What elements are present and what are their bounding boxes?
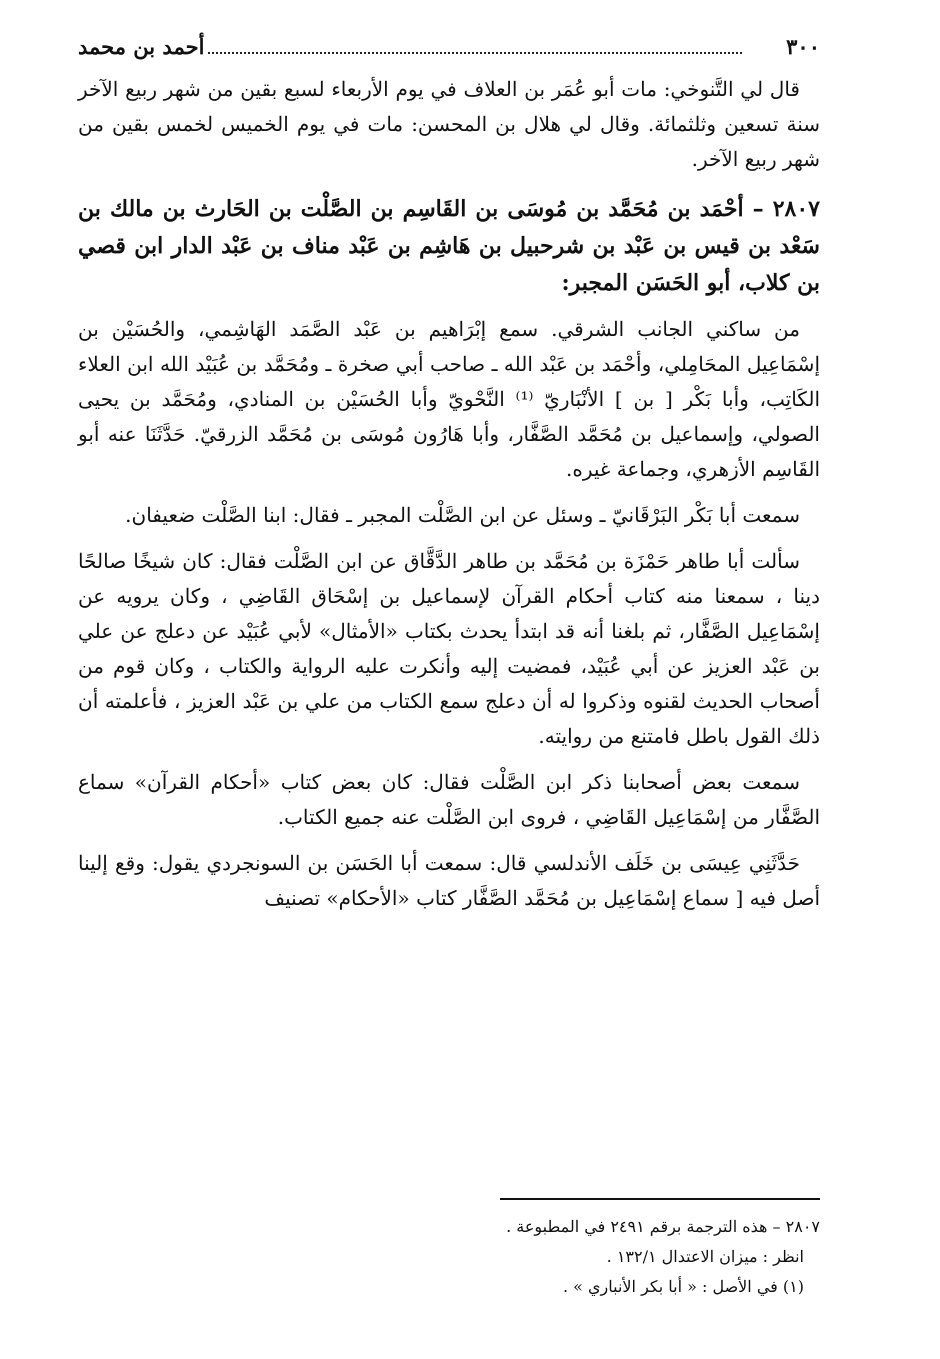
footnote-1: (١) في الأصل : « أبا بكر الأنباري » .: [562, 1277, 804, 1296]
running-title: أحمد بن محمد: [78, 34, 205, 59]
dotted-leader: [208, 52, 742, 54]
entry-heading-2807: ٢٨٠٧ – أحْمَد بن مُحَمَّد بن مُوسَى بن القَاسِم بن الصَّلْت بن الحَارث بن مالك بن سَعْد بن قيس بن عَبْد بن شرحبيل بن هَاشِم بن عَبْد مناف بن عَبْد الدار ابن قصي بن كلاب، أبو الحَسَن المجبر:: [78, 196, 820, 296]
paragraph-barqani: سمعت أبا بَكْر البَرْقَانيّ ـ وسئل عن ابن الصَّلْت المجبر ـ فقال: ابنا الصَّلْت ضعيفان.: [125, 503, 800, 527]
paragraph-isa: حَدَّثَنِي عِيسَى بن خَلَف الأندلسي قال: سمعت أبا الحَسَن بن السونجردي يقول: وقع إلينا أصل فيه [ سماع إسْمَاعِيل بن مُحَمَّد الصَّفَّار كتاب «الأحكام» تصنيف: [78, 851, 820, 910]
paragraph-teachers: من ساكني الجانب الشرقي. سمع إبْرَاهيم بن عَبْد الصَّمَد الهَاشِمي، والحُسَيْن بن إسْمَاعِيل المحَامِلي، وأحْمَد بن عَبْد الله ـ صاحب أبي صخرة ـ ومُحَمَّد بن عُبَيْد الله ابن العلاء الكَاتِب، وأبا بَكْر [ بن ] الأنْبَاريّ ⁽¹⁾ النَّحْويّ وأبا الحُسَيْن بن المنادي، ومُحَمَّد بن يحيى الصولي، وإسماعيل بن مُحَمَّد الصَّفَّار، وأبا هَارُون مُوسَى بن مُحَمَّد الزرقيّ. حَدَّثَنَا عنه أبو القَاسِم الأزهري، وجماعة غيره.: [78, 317, 820, 481]
footnote-reference: انظر : ميزان الاعتدال ١٣٢/١ .: [606, 1247, 804, 1266]
page-number: ٣٠٠: [786, 34, 820, 59]
footnote-translation-number: ٢٨٠٧ – هذه الترجمة برقم ٢٤٩١ في المطبوعة .: [506, 1217, 820, 1236]
paragraph-death-note: قال لي التَّنوخي: مات أبو عُمَر بن العلاف في يوم الأربعاء لسبع بقين من شهر ربيع الآخر سنة تسعين وثلثمائة. وقال لي هلال بن المحسن: مات في يوم الخميس لخمس بقين من شهر ربيع الآخر.: [78, 77, 820, 171]
running-header: [78, 30, 820, 64]
footnote-divider: [500, 1198, 820, 1200]
paragraph-companions: سمعت بعض أصحابنا ذكر ابن الصَّلْت فقال: كان بعض كتاب «أحكام القرآن» سماع الصَّفَّار من إسْمَاعِيل القَاضِي ، فروى ابن الصَّلْت عنه جميع الكتاب.: [78, 770, 820, 829]
book-page: [78, 30, 820, 1296]
footnotes: [78, 1212, 820, 1302]
paragraph-daqqaq: سألت أبا طاهر حَمْزَة بن مُحَمَّد بن طاهر الدَّقَّاق عن ابن الصَّلْت فقال: كان شيخًا صالحًا دينا ، سمعنا منه كتاب أحكام القرآن لإسماعيل بن إسْحَاق القَاضِي ، وكان يرويه عن إسْمَاعِيل الصَّفَّار، ثم بلغنا أنه قد ابتدأ يحدث بكتاب «الأمثال» لأبي عُبَيْد عن دعلج عن علي بن عَبْد العزيز عن أبي عُبَيْد، فمضيت إليه وأنكرت عليه الرواية والكتاب ، وكان قوم من أصحاب الحديث لقنوه وذكروا له أن دعلج سمع الكتاب من علي بن عَبْد العزيز ، فأعلمته أن ذلك القول باطل فامتنع من روايته.: [78, 549, 820, 748]
